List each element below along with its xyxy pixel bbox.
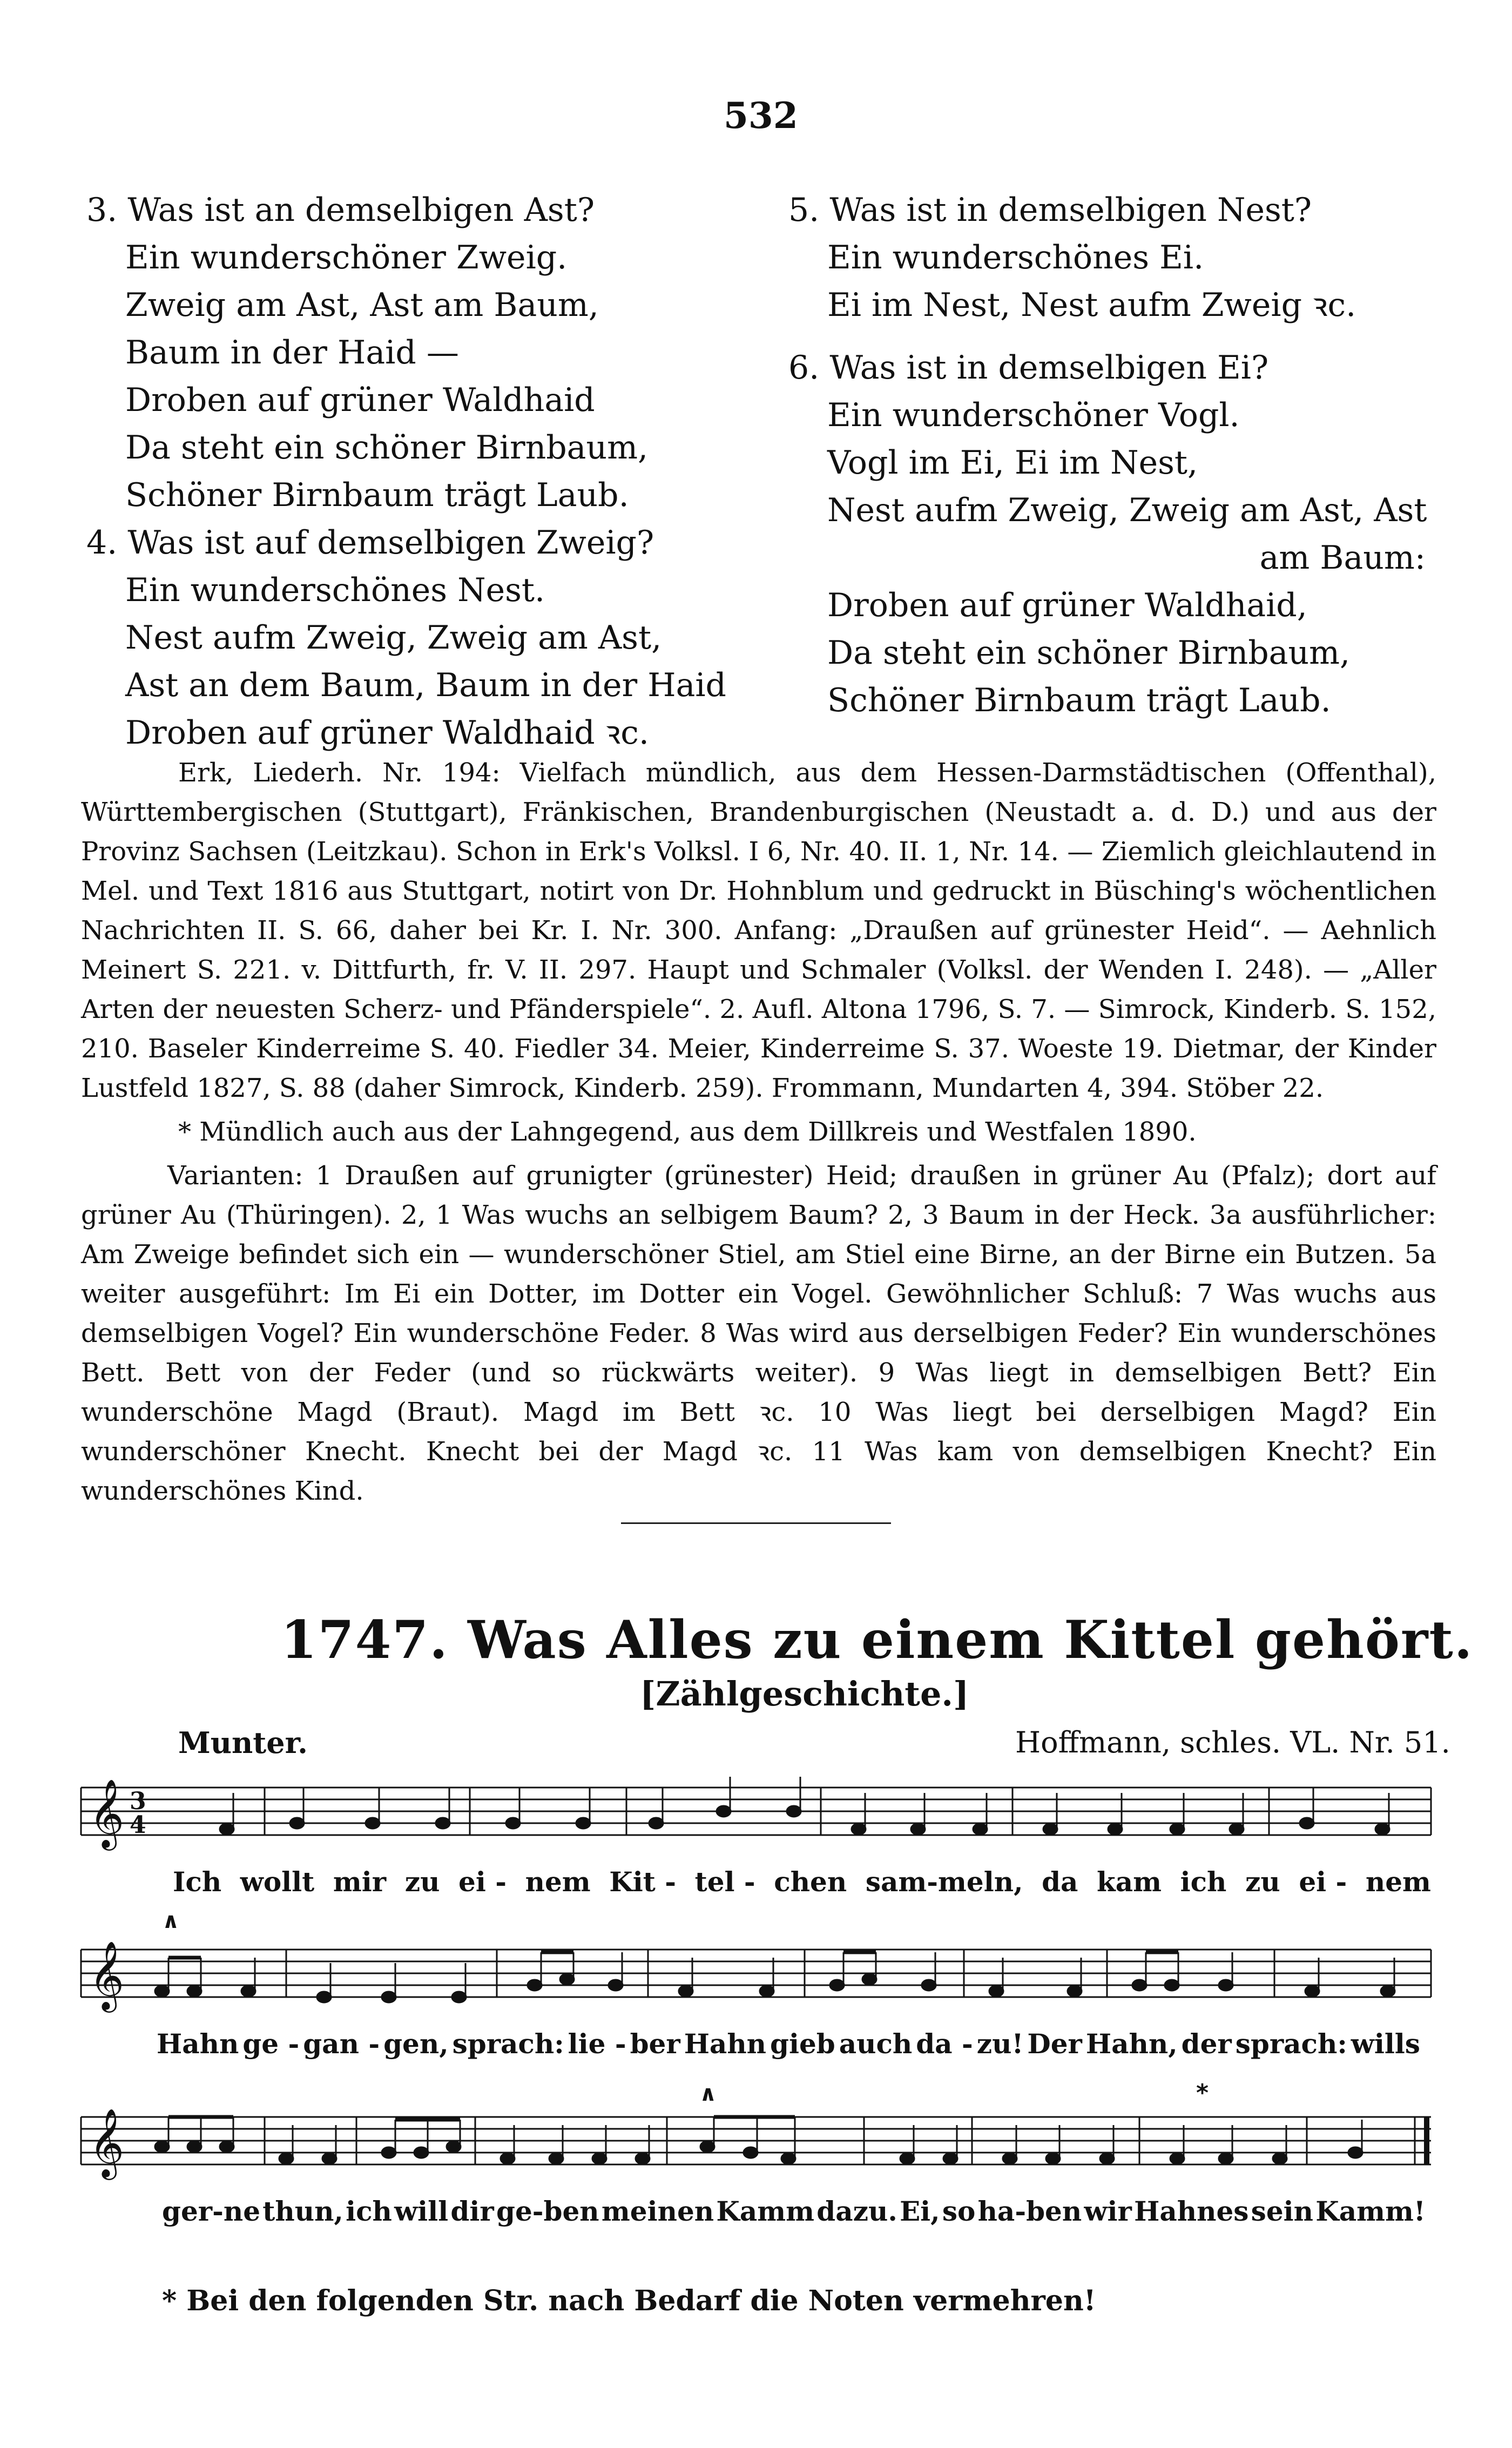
lyric-syllable: lie - bbox=[568, 2028, 626, 2060]
note bbox=[414, 2147, 428, 2158]
note bbox=[700, 2141, 714, 2152]
note bbox=[830, 1980, 844, 1991]
music-staff-2 bbox=[0, 1912, 1512, 2031]
note bbox=[1381, 1986, 1395, 1997]
melody-source: Hoffmann, schles. VL. Nr. 51. bbox=[1015, 1725, 1450, 1759]
lyric-syllable: will bbox=[394, 2195, 449, 2227]
note bbox=[1170, 2153, 1184, 2164]
source-note: Erk, Liederh. Nr. 194: Vielfach mündlich, aus dem Hessen-Darmstädtischen (Offenthal), Württembergischen (Stuttgart), Fränkischen, Brandenburgischen (Neustadt a. d. D.) und aus der Provinz Sachsen (Leitzkau). Schon in Erk's Volksl. I 6, Nr. 40. II. 1, Nr. 14. — Ziemlich gleichlautend in Mel. und Text 1816 aus Stuttgart, notirt von Dr. Hohnblum und gedruckt in Büsching's wöchentlichen Nachrichten II. S. 66, daher bei Kr. I. Nr. 300. Anfang: „Draußen auf grünester Heid“. — Aehnlich Meinert S. 221. v. Dittfurth, fr. V. II. 297. Haupt und Schmaler (Volksl. der Wenden I. 248). — „Aller Arten der neuesten Scherz- und Pfänderspiele“. 2. Aufl. Altona 1796, S. 7. — Simrock, Kinderb. S. 152, 210. Baseler Kinderreime S. 40. Fiedler 34. Meier, Kinderreime S. 37. Woeste 19. Dietmar, der Kinder Lustfeld 1827, S. 88 (daher Simrock, Kinderb. 259). Frommann, Mundarten 4, 394. Stöber 22. bbox=[81, 758, 1436, 1103]
note bbox=[989, 1986, 1003, 1997]
lyric-syllable: sprach: bbox=[452, 2028, 564, 2060]
note bbox=[528, 1980, 542, 1991]
lyric-syllable: dir bbox=[450, 2195, 494, 2227]
note bbox=[973, 1824, 987, 1835]
fermata-mark: ∧ bbox=[699, 2081, 717, 2106]
lyric-syllable: der bbox=[1181, 2028, 1232, 2060]
lyric-syllable: ei - bbox=[1299, 1866, 1347, 1898]
right-verse-column bbox=[788, 186, 1426, 724]
lyric-syllable: ich bbox=[346, 2195, 392, 2227]
lyric-syllable: wir bbox=[1084, 2195, 1132, 2227]
time-signature-bottom: 4 bbox=[130, 1811, 146, 1839]
fermata-mark: ∧ bbox=[162, 1912, 180, 1933]
verse-line: Droben auf grüner Waldhaid ꝛc. bbox=[125, 714, 649, 752]
lyric-syllable: zu bbox=[1245, 1866, 1280, 1898]
verse-line: Ei im Nest, Nest aufm Zweig ꝛc. bbox=[827, 286, 1356, 324]
note bbox=[649, 1818, 663, 1829]
lyric-syllable: auch bbox=[839, 2028, 913, 2060]
verse-line: Da steht ein schöner Birnbaum, bbox=[125, 429, 649, 467]
note bbox=[922, 1980, 936, 1991]
page-number: 532 bbox=[724, 95, 798, 137]
note bbox=[1046, 2153, 1060, 2164]
verse-line: Ein wunderschönes Nest. bbox=[125, 571, 545, 609]
note bbox=[220, 1824, 234, 1835]
verse-line: Ein wunderschöner Vogl. bbox=[827, 396, 1240, 434]
note bbox=[636, 2153, 650, 2164]
lyric-syllable: dazu. bbox=[816, 2195, 897, 2227]
note bbox=[1230, 1824, 1244, 1835]
note bbox=[576, 1818, 590, 1829]
verse-line: am Baum: bbox=[1259, 539, 1426, 577]
lyric-syllable: ich bbox=[1180, 1866, 1227, 1898]
lyric-syllable: da bbox=[1042, 1866, 1078, 1898]
verse-line: Vogl im Ei, Ei im Nest, bbox=[827, 444, 1198, 482]
verse-line: 4. Was ist auf demselbigen Zweig? bbox=[86, 524, 654, 562]
note bbox=[1043, 1824, 1057, 1835]
lyric-syllable: mir bbox=[333, 1866, 387, 1898]
note bbox=[1305, 1986, 1319, 1997]
star-mark: * bbox=[1196, 2079, 1209, 2107]
note bbox=[592, 2153, 606, 2164]
note bbox=[155, 1986, 169, 1997]
lyric-syllable: kam bbox=[1097, 1866, 1162, 1898]
song-footnote: * Bei den folgenden Str. nach Bedarf die Noten vermehren! bbox=[162, 2284, 1096, 2317]
lyric-syllable: Hahnes bbox=[1134, 2195, 1249, 2227]
note bbox=[1068, 1986, 1082, 1997]
section-divider bbox=[621, 1522, 891, 1524]
note bbox=[241, 1986, 255, 1997]
lyric-syllable: gieb bbox=[770, 2028, 835, 2060]
note bbox=[220, 2141, 234, 2152]
note bbox=[760, 1986, 774, 1997]
lyric-syllable: meinen bbox=[601, 2195, 714, 2227]
lyric-syllable: ger-ne bbox=[162, 2195, 261, 2227]
lyric-syllable: nem bbox=[525, 1866, 591, 1898]
note bbox=[717, 1806, 731, 1817]
lyric-syllable: chen bbox=[774, 1866, 847, 1898]
note bbox=[1300, 1818, 1314, 1829]
verse-line: Nest aufm Zweig, Zweig am Ast, bbox=[125, 619, 662, 657]
note bbox=[187, 2141, 201, 2152]
lyric-syllable: zu bbox=[404, 1866, 440, 1898]
lyric-syllable: ber bbox=[630, 2028, 680, 2060]
lyric-syllable: Ei, bbox=[900, 2195, 940, 2227]
note bbox=[679, 1986, 693, 1997]
note bbox=[609, 1980, 623, 1991]
treble-clef-icon: 𝄞 bbox=[89, 1778, 125, 1847]
lyric-syllable: gan - bbox=[303, 2028, 380, 2060]
lyrics-line-3 bbox=[162, 2195, 1426, 2227]
verse-line: Ast an dem Baum, Baum in der Haid bbox=[125, 666, 726, 704]
lyric-syllable: wollt bbox=[240, 1866, 315, 1898]
note bbox=[322, 2153, 336, 2164]
note bbox=[1219, 1980, 1233, 1991]
music-staff-3 bbox=[0, 2079, 1512, 2198]
lyric-syllable: so bbox=[942, 2195, 976, 2227]
verse-line: Droben auf grüner Waldhaid bbox=[125, 381, 595, 419]
note bbox=[1170, 1824, 1184, 1835]
note bbox=[943, 2153, 957, 2164]
note bbox=[1348, 2147, 1362, 2158]
note bbox=[560, 1974, 574, 1985]
note bbox=[787, 1806, 801, 1817]
note bbox=[1003, 2153, 1017, 2164]
note bbox=[852, 1824, 866, 1835]
note bbox=[382, 2147, 396, 2158]
note bbox=[1273, 2153, 1287, 2164]
note bbox=[382, 1992, 396, 2002]
note bbox=[744, 2147, 758, 2158]
verse-line: Ein wunderschöner Zweig. bbox=[125, 239, 568, 277]
verse-line: Droben auf grüner Waldhaid, bbox=[827, 586, 1307, 624]
verse-line: 5. Was ist in demselbigen Nest? bbox=[788, 191, 1312, 229]
verse-line: 6. Was ist in demselbigen Ei? bbox=[788, 349, 1269, 387]
lyric-syllable: Kamm! bbox=[1315, 2195, 1426, 2227]
note bbox=[506, 1818, 520, 1829]
note bbox=[452, 1992, 466, 2002]
song-subtitle: [Zählgeschichte.] bbox=[640, 1674, 969, 1714]
verse-line: 3. Was ist an demselbigen Ast? bbox=[86, 191, 595, 229]
lyric-syllable: Kamm bbox=[716, 2195, 815, 2227]
note bbox=[436, 1818, 450, 1829]
lyric-syllable: Ich bbox=[173, 1866, 222, 1898]
note bbox=[317, 1992, 331, 2002]
lyric-syllable: Kit - bbox=[609, 1866, 676, 1898]
note bbox=[155, 2141, 169, 2152]
verse-line: Baum in der Haid — bbox=[125, 334, 459, 372]
note bbox=[279, 2153, 293, 2164]
verse-line: Ein wunderschönes Ei. bbox=[827, 239, 1204, 277]
lyric-syllable: zu! bbox=[976, 2028, 1024, 2060]
note bbox=[911, 1824, 925, 1835]
music-staff-1 bbox=[0, 1761, 1512, 1869]
note bbox=[1219, 2153, 1233, 2164]
source-notes bbox=[81, 753, 1436, 1511]
note bbox=[1132, 1980, 1146, 1991]
note bbox=[1100, 2153, 1114, 2164]
note bbox=[862, 1974, 876, 1985]
note bbox=[187, 1986, 201, 1997]
variants-note: Varianten: 1 Draußen auf grunigter (grünester) Heid; draußen in grüner Au (Pfalz); dort auf grüner Au (Thüringen). 2, 1 Was wuchs an selbigem Baum? 2, 3 Baum in der Heck. 3a ausführlicher: Am Zweige befindet sich ein — wunderschöner Stiel, am Stiel eine Birne, an der Birne ein Butzen. 5a weiter ausgeführt: Im Ei ein Dotter, im Dotter ein Vogel. Gewöhnlicher Schluß: 7 Was wuchs aus demselbigen Vogel? Ein wunderschöne Feder. 8 Was wird aus derselbigen Feder? Ein wunderschönes Bett. Bett von der Feder (und so rückwärts weiter). 9 Was liegt in demselbigen Bett? Ein wunderschöne Magd (Braut). Magd im Bett ꝛc. 10 Was liegt bei derselbigen Magd? Ein wunderschöner Knecht. Knecht bei der Magd ꝛc. 11 Was kam von demselbigen Knecht? Ein wunderschönes Kind. bbox=[81, 1161, 1436, 1506]
lyric-syllable: Hahn bbox=[157, 2028, 239, 2060]
lyric-syllable: gen, bbox=[383, 2028, 449, 2060]
note bbox=[366, 1818, 380, 1829]
star-note: * Mündlich auch aus der Lahngegend, aus dem Dillkreis und Westfalen 1890. bbox=[178, 1117, 1197, 1147]
verse-line: Da steht ein schöner Birnbaum, bbox=[827, 634, 1351, 672]
lyric-syllable: nem bbox=[1365, 1866, 1431, 1898]
lyric-syllable: sprach: bbox=[1235, 2028, 1347, 2060]
treble-clef-icon: 𝄞 bbox=[89, 2108, 125, 2177]
lyric-syllable: tel - bbox=[694, 1866, 755, 1898]
lyric-syllable: sein bbox=[1251, 2195, 1313, 2227]
lyric-syllable: ha-ben bbox=[977, 2195, 1082, 2227]
treble-clef-icon: 𝄞 bbox=[89, 1940, 125, 2009]
verse-line: Nest aufm Zweig, Zweig am Ast, Ast bbox=[827, 491, 1427, 529]
lyric-syllable: da - bbox=[916, 2028, 973, 2060]
note bbox=[1108, 1824, 1122, 1835]
tempo-marking: Munter. bbox=[178, 1725, 308, 1760]
note bbox=[1375, 1824, 1389, 1835]
note bbox=[549, 2153, 563, 2164]
time-signature-top: 3 bbox=[130, 1788, 146, 1815]
lyric-syllable: ge-ben bbox=[496, 2195, 599, 2227]
note bbox=[447, 2141, 461, 2152]
note bbox=[290, 1818, 304, 1829]
verse-line: Schöner Birnbaum trägt Laub. bbox=[125, 476, 629, 514]
lyrics-line-2 bbox=[157, 2028, 1420, 2060]
lyric-syllable: wills bbox=[1351, 2028, 1420, 2060]
lyric-syllable: Hahn bbox=[684, 2028, 767, 2060]
note bbox=[1165, 1980, 1179, 1991]
lyrics-line-1 bbox=[173, 1866, 1431, 1898]
lyric-syllable: Der bbox=[1027, 2028, 1082, 2060]
verse-line: Schöner Birnbaum trägt Laub. bbox=[827, 682, 1331, 719]
lyric-syllable: ei - bbox=[458, 1866, 507, 1898]
lyric-syllable: thun, bbox=[262, 2195, 343, 2227]
lyric-syllable: ge - bbox=[242, 2028, 300, 2060]
song-title: 1747. Was Alles zu einem Kittel gehört. bbox=[281, 1609, 1474, 1670]
verse-line: Zweig am Ast, Ast am Baum, bbox=[125, 286, 599, 324]
lyric-syllable: sam-meln, bbox=[865, 1866, 1023, 1898]
lyric-syllable: Hahn, bbox=[1085, 2028, 1178, 2060]
note bbox=[900, 2153, 914, 2164]
note bbox=[501, 2153, 515, 2164]
note bbox=[781, 2153, 795, 2164]
left-verse-column bbox=[86, 186, 726, 757]
